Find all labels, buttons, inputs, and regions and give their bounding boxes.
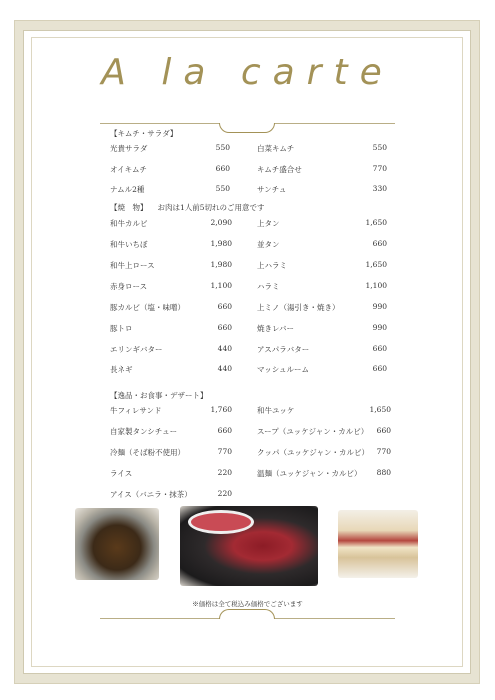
- menu-item: [110, 447, 232, 458]
- item-price: 2,090: [210, 218, 232, 227]
- item-price: 1,760: [210, 405, 232, 414]
- item-name: 冷麺（そば粉不使用）: [110, 448, 185, 457]
- item-name: 上タン: [257, 219, 280, 228]
- menu-item: [110, 302, 232, 313]
- item-price: 660: [372, 364, 387, 373]
- item-name: ライス: [110, 469, 133, 478]
- menu-item: [257, 405, 391, 416]
- item-name: アイス（バニラ・抹茶）: [110, 490, 192, 499]
- item-price: 880: [376, 468, 391, 477]
- bottom-divider-ornament: [219, 609, 275, 619]
- item-price: 1,650: [365, 260, 387, 269]
- menu-item: [110, 218, 232, 229]
- menu-item: [110, 323, 232, 334]
- section-title: 【焼 物】: [110, 203, 148, 212]
- item-price: 440: [217, 364, 232, 373]
- item-price: 550: [215, 143, 230, 152]
- item-price: 660: [372, 239, 387, 248]
- item-name: 焼きレバー: [257, 324, 294, 333]
- menu-item: [257, 184, 387, 195]
- item-name: 和牛ユッケ: [257, 406, 295, 415]
- item-name: アスパラバター: [257, 345, 310, 354]
- item-price: 770: [376, 447, 391, 456]
- item-price: 770: [372, 164, 387, 173]
- menu-item: [257, 426, 391, 437]
- menu-item: [257, 239, 387, 250]
- item-name: 光貴サラダ: [110, 144, 148, 153]
- menu-item: [110, 426, 232, 437]
- item-name: 和牛カルビ: [110, 219, 148, 228]
- item-name: 和牛いちぼ: [110, 240, 148, 249]
- item-name: ハラミ: [257, 282, 280, 291]
- section-heading-kimchi-salad: 【キムチ・サラダ】: [110, 129, 178, 138]
- menu-item: [257, 260, 387, 271]
- item-name: ナムル2種: [110, 185, 145, 194]
- item-name: 赤身ロース: [110, 282, 148, 291]
- menu-item: [110, 364, 232, 375]
- item-name: 上ハラミ: [257, 261, 287, 270]
- menu-item: [110, 239, 232, 250]
- item-price: 660: [215, 164, 230, 173]
- item-name: スープ（ユッケジャン・カルビ）: [257, 427, 369, 436]
- page-title: A la carte: [101, 52, 394, 93]
- item-name: クッパ（ユッケジャン・カルビ）: [257, 448, 370, 457]
- item-price: 1,980: [210, 239, 232, 248]
- menu-item: [110, 489, 232, 500]
- item-price: 660: [372, 344, 387, 353]
- item-price: 1,100: [210, 281, 232, 290]
- menu-item: [110, 143, 230, 154]
- item-price: 220: [217, 489, 232, 498]
- item-name: マッシュルーム: [257, 365, 310, 374]
- item-price: 1,980: [210, 260, 232, 269]
- item-price: 660: [217, 426, 232, 435]
- item-name: 自家製タンシチュー: [110, 427, 178, 436]
- item-price: 990: [372, 302, 387, 311]
- item-name: エリンギバター: [110, 345, 163, 354]
- item-price: 220: [217, 468, 232, 477]
- item-name: 温麺（ユッケジャン・カルビ）: [257, 469, 362, 478]
- menu-item: [257, 164, 387, 175]
- item-price: 330: [372, 184, 387, 193]
- menu-item: [257, 468, 391, 479]
- menu-item: [110, 344, 232, 355]
- top-divider-ornament: [219, 123, 275, 133]
- item-name: 上ミノ（湯引き・焼き）: [257, 303, 340, 312]
- item-price: 1,650: [369, 405, 391, 414]
- menu-item: [257, 281, 387, 292]
- item-price: 660: [217, 323, 232, 332]
- item-price: 990: [372, 323, 387, 332]
- menu-item: [257, 344, 387, 355]
- item-price: 440: [217, 344, 232, 353]
- item-name: 並タン: [257, 240, 280, 249]
- item-name: 和牛上ロース: [110, 261, 155, 270]
- menu-item: [110, 405, 232, 416]
- menu-item: [257, 302, 387, 313]
- section-note: お肉は1人前5切れのご用意です: [157, 203, 265, 212]
- menu-item: [110, 468, 232, 479]
- item-name: 豚トロ: [110, 324, 133, 333]
- item-name: 牛フィレサンド: [110, 406, 162, 415]
- menu-item: [110, 184, 230, 195]
- item-price: 550: [215, 184, 230, 193]
- menu-item: [257, 218, 387, 229]
- section-heading-yakimono: [110, 202, 265, 213]
- menu-item: [257, 447, 391, 458]
- tax-note: ※価格は全て税込み価格でございます: [192, 600, 303, 608]
- menu-item: [257, 364, 387, 375]
- item-name: キムチ盛合せ: [257, 165, 302, 174]
- item-name: オイキムチ: [110, 165, 147, 174]
- item-price: 1,100: [365, 281, 387, 290]
- menu-item: [257, 323, 387, 334]
- tongue-stew-photo: [75, 508, 159, 580]
- item-name: 長ネギ: [110, 365, 133, 374]
- menu-item: [257, 143, 387, 154]
- item-name: 豚カルビ（塩・味噌）: [110, 303, 185, 312]
- fillet-sandwich-photo: [338, 510, 418, 578]
- wagyu-plate-photo: [180, 506, 318, 586]
- item-price: 770: [217, 447, 232, 456]
- menu-item: [110, 260, 232, 271]
- item-price: 1,650: [365, 218, 387, 227]
- item-price: 550: [372, 143, 387, 152]
- item-name: 白菜キムチ: [257, 144, 295, 153]
- menu-item: [110, 281, 232, 292]
- item-price: 660: [217, 302, 232, 311]
- menu-item: [110, 164, 230, 175]
- item-price: 660: [376, 426, 391, 435]
- section-heading-ippin: 【逸品・お食事・デザート】: [110, 391, 208, 400]
- item-name: サンチュ: [257, 185, 287, 194]
